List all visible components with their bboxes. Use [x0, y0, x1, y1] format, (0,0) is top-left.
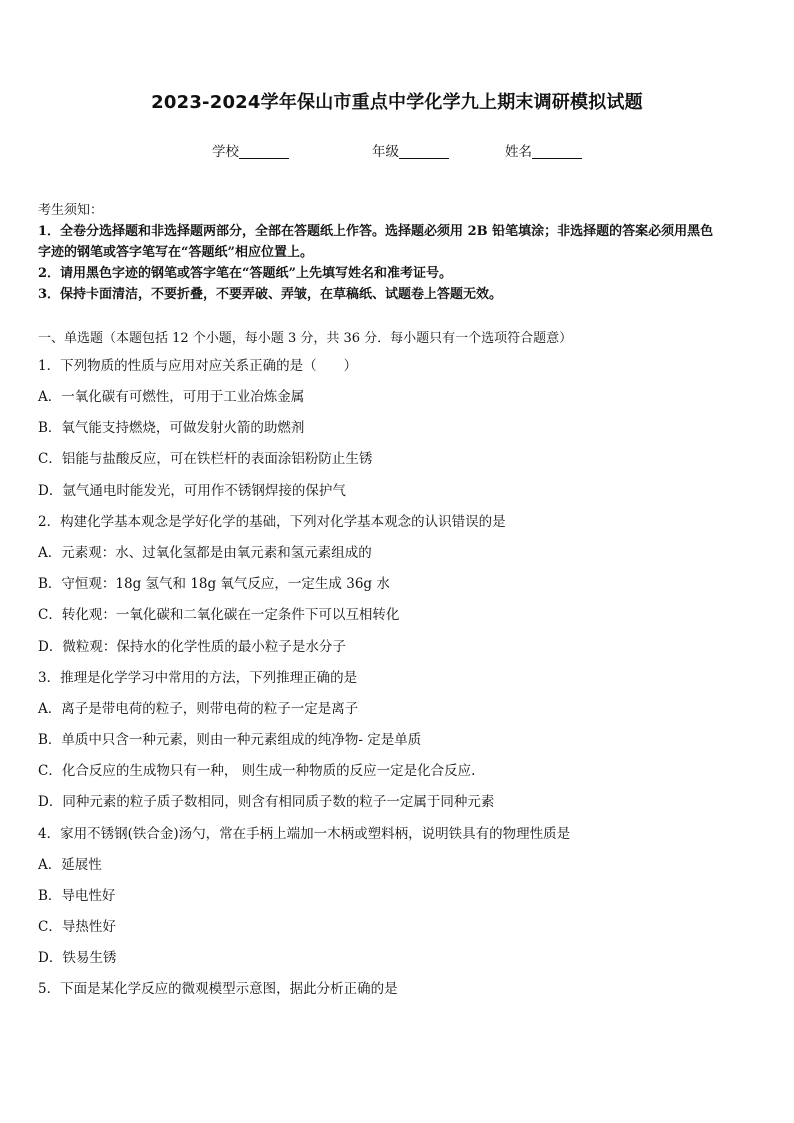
school-label: 学校: [212, 144, 239, 160]
question-option: B．导电性好: [38, 888, 116, 904]
question-stem: 3．推理是化学学习中常用的方法，下列推理正确的是: [38, 670, 358, 686]
question-stem: 2．构建化学基本观念是学好化学的基础，下列对化学基本观念的认识错误的是: [38, 514, 506, 530]
question-option: A．延展性: [38, 857, 102, 873]
notice-item: 2．请用黑色字迹的钢笔或答字笔在“答题纸”上先填写姓名和准考证号。: [38, 266, 453, 281]
grade-label: 年级: [372, 144, 399, 160]
school-field: [212, 140, 289, 160]
page-title: 2023-2024学年保山市重点中学化学九上期末调研模拟试题: [151, 92, 643, 113]
notice-item: 3．保持卡面清洁，不要折叠，不要弄破、弄皱，在草稿纸、试题卷上答题无效。: [38, 287, 503, 302]
question-option: D．同种元素的粒子质子数相同，则含有相同质子数的粒子一定属于同种元素: [38, 794, 495, 810]
notice-item: 字迹的钢笔或答字笔写在“答题纸”相应位置上。: [38, 245, 313, 260]
name-label: 姓名: [505, 144, 532, 160]
grade-blank: [399, 144, 449, 159]
notice-heading: 考生须知：: [38, 203, 104, 218]
question-option: C．铝能与盐酸反应，可在铁栏杆的表面涂铝粉防止生锈: [38, 451, 373, 467]
question-stem: 5．下面是某化学反应的微观模型示意图，据此分析正确的是: [38, 981, 398, 997]
question-option: A．一氧化碳有可燃性，可用于工业冶炼金属: [38, 389, 305, 405]
notice-item: 1．全卷分选择题和非选择题两部分，全部在答题纸上作答。选择题必须用 2B 铅笔填涂；非选择题的答案必须用黑色: [38, 224, 714, 239]
question-option: D．氩气通电时能发光，可用作不锈钢焊接的保护气: [38, 483, 346, 499]
question-stem: 4．家用不锈钢(铁合金)汤勺，常在手柄上端加一木柄或塑料柄，说明铁具有的物理性质是: [38, 826, 571, 842]
school-blank: [239, 144, 289, 159]
name-blank: [532, 144, 582, 159]
question-option: B．单质中只含一种元素，则由一种元素组成的纯净物- 定是单质: [38, 732, 422, 748]
question-option: C．化合反应的生成物只有一种， 则生成一种物质的反应一定是化合反应.: [38, 763, 476, 779]
question-option: C．导热性好: [38, 919, 116, 935]
question-option: D．铁易生锈: [38, 950, 117, 966]
question-option: A．离子是带电荷的粒子，则带电荷的粒子一定是离子: [38, 701, 359, 717]
grade-field: [372, 140, 449, 160]
question-option: B．守恒观：18g 氢气和 18g 氧气反应，一定生成 36g 水: [38, 576, 390, 592]
name-field: [505, 140, 582, 160]
question-stem: 1．下列物质的性质与应用对应关系正确的是（ ）: [38, 358, 358, 374]
question-option: B．氧气能支持燃烧，可做发射火箭的助燃剂: [38, 420, 305, 436]
question-option: A．元素观：水、过氧化氢都是由氧元素和氢元素组成的: [38, 545, 372, 561]
question-option: C．转化观：一氧化碳和二氧化碳在一定条件下可以互相转化: [38, 607, 400, 623]
exam-notice: [38, 200, 758, 305]
question-option: D．微粒观：保持水的化学性质的最小粒子是水分子: [38, 639, 346, 655]
section-heading: 一、单选题（本题包括 12 个小题，每小题 3 分，共 36 分．每小题只有一个选项符合题意）: [38, 331, 573, 346]
